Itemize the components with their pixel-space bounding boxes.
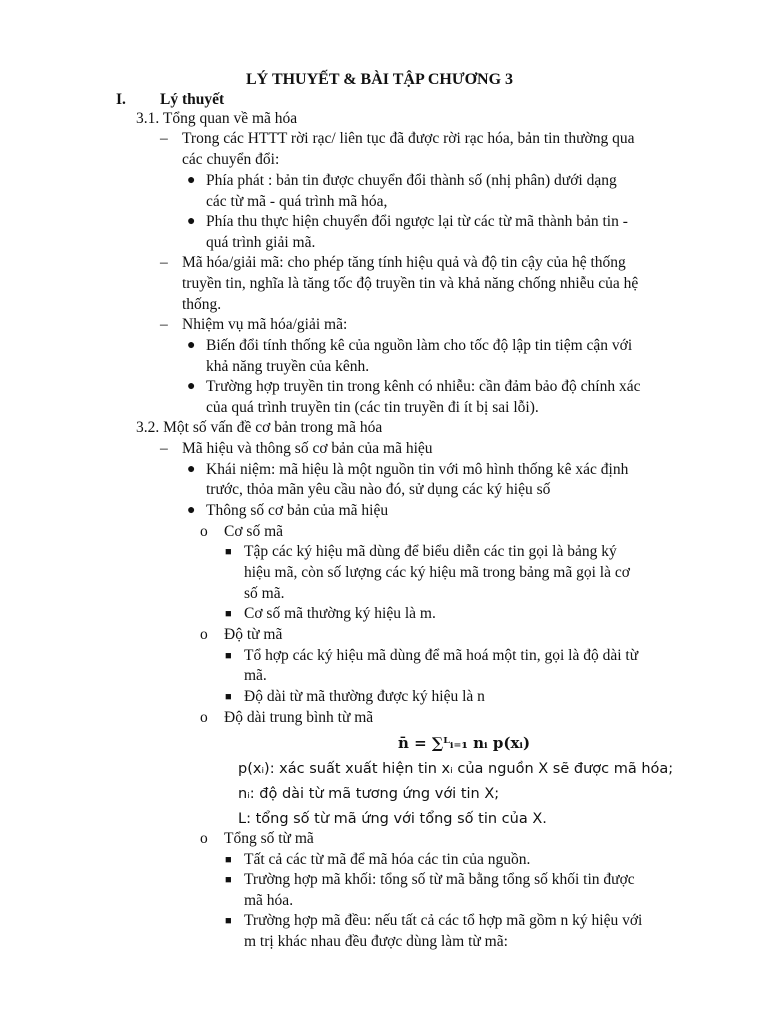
sub-sub-item-line: mã. [244, 667, 267, 684]
list-item-line: quá trình giải mã. [206, 234, 316, 251]
formula-note: p(xᵢ): xác suất xuất hiện tin xᵢ của nguồn X sẽ được mã hóa; [238, 761, 674, 777]
document-title: LÝ THUYẾT & BÀI TẬP CHƯƠNG 3 [246, 71, 514, 88]
sub-sub-item-line: hiệu mã, còn số lượng các ký hiệu mã trong bảng mã gọi là cơ [244, 564, 630, 581]
subsection-heading-3-2: 3.2. Một số vấn đề cơ bản trong mã hóa [136, 419, 383, 436]
square-marker: ■ [225, 915, 232, 927]
sub-sub-item-line: Trường hợp mã đều: nếu tất cả các tổ hợp mã gồm n ký hiệu với [244, 912, 643, 929]
section-number: I. [116, 91, 126, 108]
list-item-line: Phía thu thực hiện chuyển đổi ngược lại từ các từ mã thành bản tin - [206, 213, 628, 230]
formula-note: L: tổng số từ mã ứng với tổng số tin của X. [238, 811, 547, 827]
list-item-line: khả năng truyền của kênh. [206, 358, 370, 375]
square-marker: ■ [225, 650, 232, 662]
subsection-heading-3-1: 3.1. Tổng quan về mã hóa [136, 110, 298, 127]
square-marker: ■ [225, 691, 232, 703]
circle-marker: o [200, 626, 208, 643]
sub-item: Tổng số từ mã [224, 830, 314, 847]
sub-sub-item-line: mã hóa. [244, 892, 294, 909]
sub-item: Cơ số mã [224, 523, 284, 540]
section-heading: Lý thuyết [160, 91, 225, 108]
list-item-line: Thông số cơ bản của mã hiệu [206, 502, 389, 519]
square-marker: ■ [225, 546, 232, 558]
bullet-marker: ● [187, 338, 196, 353]
list-item-line: Biến đổi tính thống kê của nguồn làm cho tốc độ lập tin tiệm cận với [206, 337, 633, 354]
sub-item: Độ từ mã [224, 626, 283, 643]
circle-marker: o [200, 709, 208, 726]
sub-sub-item-line: Tập các ký hiệu mã dùng để biểu diễn các tin gọi là bảng ký [244, 543, 617, 560]
formula-average-length: n̄ = ∑ᴸᵢ₌₁ nᵢ p(xᵢ) [398, 734, 531, 752]
paragraph-line: Mã hóa/giải mã: cho phép tăng tính hiệu quả và độ tin cậy của hệ thống [182, 254, 626, 271]
sub-item: Độ dài trung bình từ mã [224, 709, 374, 726]
sub-sub-item-line: Trường hợp mã khối: tổng số từ mã bằng tổng số khối tin được [244, 871, 635, 888]
sub-sub-item-line: Độ dài từ mã thường được ký hiệu là n [244, 688, 485, 705]
bullet-marker: ● [187, 379, 196, 394]
list-item-line: trước, thỏa mãn yêu cầu nào đó, sử dụng các ký hiệu số [206, 481, 551, 498]
sub-sub-item-line: Tất cả các từ mã để mã hóa các tin của nguồn. [244, 851, 531, 868]
formula-note: nᵢ: độ dài từ mã tương ứng với tin X; [238, 786, 500, 802]
paragraph-line: các chuyển đổi: [182, 151, 280, 168]
list-item-line: các từ mã - quá trình mã hóa, [206, 193, 388, 210]
circle-marker: o [200, 830, 208, 847]
square-marker: ■ [225, 854, 232, 866]
list-item-line: của quá trình truyền tin (các tin truyền đi ít bị sai lỗi). [206, 399, 539, 416]
sub-sub-item-line: số mã. [244, 585, 285, 602]
dash-marker: – [160, 316, 168, 333]
bullet-marker: ● [187, 173, 196, 188]
square-marker: ■ [225, 874, 232, 886]
list-item-line: Phía phát : bản tin được chuyển đổi thành số (nhị phân) dưới dạng [206, 172, 617, 189]
sub-sub-item-line: Tổ hợp các ký hiệu mã dùng để mã hoá một tin, gọi là độ dài từ [244, 647, 639, 664]
bullet-marker: ● [187, 462, 196, 477]
paragraph-line: truyền tin, nghĩa là tăng tốc độ truyền tin và khả năng chống nhiễu của hệ [182, 275, 639, 292]
circle-marker: o [200, 523, 208, 540]
bullet-marker: ● [187, 214, 196, 229]
list-item-line: Trường hợp truyền tin trong kênh có nhiễu: cần đảm bảo độ chính xác [206, 378, 641, 395]
dash-marker: – [160, 440, 168, 457]
paragraph-line: Trong các HTTT rời rạc/ liên tục đã được rời rạc hóa, bản tin thường qua [182, 130, 635, 147]
paragraph-line: Nhiệm vụ mã hóa/giải mã: [182, 316, 348, 333]
bullet-marker: ● [187, 503, 196, 518]
list-item-line: Khái niệm: mã hiệu là một nguồn tin với mô hình thống kê xác định [206, 461, 629, 478]
sub-sub-item-line: m trị khác nhau đều được dùng làm từ mã: [244, 933, 508, 950]
square-marker: ■ [225, 608, 232, 620]
paragraph-line: Mã hiệu và thông số cơ bản của mã hiệu [182, 440, 433, 457]
dash-marker: – [160, 130, 168, 147]
sub-sub-item-line: Cơ số mã thường ký hiệu là m. [244, 605, 436, 622]
dash-marker: – [160, 254, 168, 271]
paragraph-line: thống. [182, 296, 222, 313]
